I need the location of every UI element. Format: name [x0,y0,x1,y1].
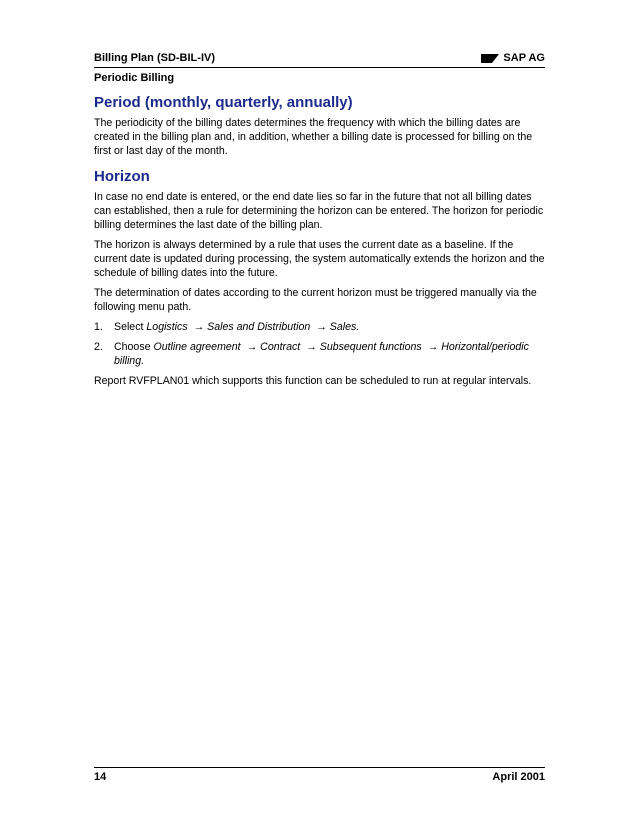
menu-path-item: Horizontal/periodic billing. [114,341,529,367]
menu-path-item: Outline agreement [153,341,241,353]
arrow-right-icon: → [306,341,317,353]
step-number: 2. [94,341,103,353]
arrow-right-icon: → [427,341,439,353]
header-title: Billing Plan (SD-BIL-IV) [94,52,215,64]
header-divider [94,67,545,68]
menu-path-item: Sales and Distribution [207,321,311,333]
sap-logo-icon [481,54,499,63]
step-number: 1. [94,321,103,333]
arrow-right-icon: → [246,341,258,353]
menu-step-1 [94,320,546,334]
section-label: Periodic Billing [94,72,175,84]
header-brand-text: SAP AG [503,52,545,64]
horizon-paragraph-3: The determination of dates according to the current horizon must be triggered manually via the following menu path. [94,287,537,313]
menu-path-item: Logistics [146,321,188,333]
menu-path-item: Sales. [329,321,360,333]
horizon-paragraph-2: The horizon is always determined by a rule that uses the current date as a baseline. If the current date is updated during processing, the system automatically extends the horizon and the schedule of billing dates into the future. [94,239,545,279]
step-verb: Select [114,321,144,333]
menu-path-item: Contract [260,341,301,353]
step-verb: Choose [114,341,151,353]
header-brand [481,52,545,64]
arrow-right-icon: → [316,321,327,333]
horizon-paragraph-1: In case no end date is entered, or the end date lies so far in the future that not all billing dates can established, then a rule for determining the horizon can be entered. The horizon for periodic billing determines the last date of the billing plan. [94,191,544,231]
footer-divider [94,767,545,768]
menu-step-2 [94,340,546,368]
page-number: 14 [94,771,107,783]
horizon-paragraph-4: Report RVFPLAN01 which supports this function can be scheduled to run at regular intervals. [94,375,532,387]
arrow-right-icon: → [193,321,205,333]
horizon-heading: Horizon [94,168,150,185]
main-content [94,94,546,388]
period-heading: Period (monthly, quarterly, annually) [94,94,353,111]
footer-date: April 2001 [492,771,545,783]
page-header [94,52,545,66]
menu-path-steps [94,320,546,368]
period-text: The periodicity of the billing dates determines the frequency with which the billing dates are created in the billing plan and, in addition, whether a billing date is processed for billing on the first or last day of the month. [94,117,533,157]
menu-path-item: Subsequent functions [319,341,422,353]
